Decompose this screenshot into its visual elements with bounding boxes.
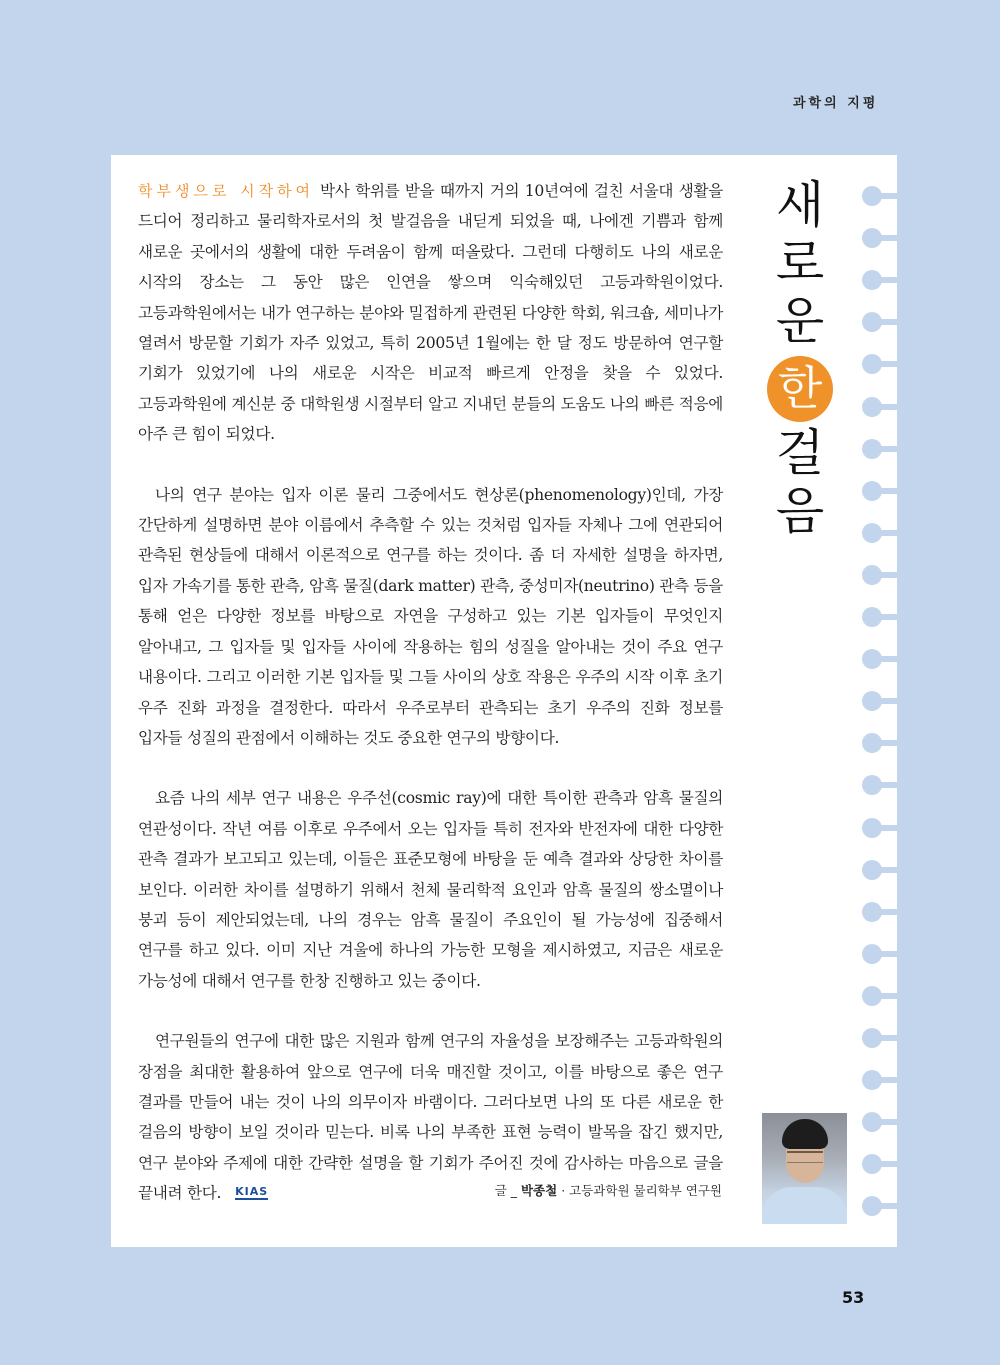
author-affiliation: · 고등과학원 물리학부 연구원 [557, 1183, 722, 1198]
paragraph-2: 나의 연구 분야는 입자 이론 물리 그중에서도 현상론(phenomenology)인데, 가장 간단하게 설명하면 분야 이름에서 추측할 수 있는 것처럼 입자들 자체나 그에 연관되어 관측된 현상들에 대해서 이론적으로 연구를 하는 것이다. 좀 더 자세한 설명을 하자면, 입자 가속기를 통한 관측, 암흑 물질(dark matter) 관측, 중성미자(neutrino) 관측 등을 통해 얻은 다양한 정보를 바탕으로 자연을 구성하고 있는 기본 입자들이 무엇인지 알아내고, 그 입자들 및 입자들 사이에 작용하는 힘의 성질을 알아내는 것이 주요 연구 내용이다. 그리고 이러한 기본 입자들 및 그들 사이의 상호 작용은 우주의 시작 이후 초기 우주 진화 과정을 결정한다. 따라서 우주로부터 관측되는 초기 우주의 진화 정보를 입자들 성질의 관점에서 이해하는 것도 중요한 연구의 방향이다. [138, 485, 723, 747]
paragraph-1 [138, 176, 723, 450]
lead-in: 학부생으로 시작하여 [138, 182, 315, 200]
binder-ring-icon [862, 902, 897, 922]
binder-ring-icon [862, 1196, 897, 1216]
binder-ring-icon [862, 691, 897, 711]
binder-ring-icon [862, 354, 897, 374]
binder-ring-icon [862, 1070, 897, 1090]
binder-ring-icon [862, 1112, 897, 1132]
binder-ring-icon [862, 607, 897, 627]
photo-shirt [762, 1187, 847, 1224]
binder-ring-icon [862, 439, 897, 459]
author-name: 박종철 [520, 1183, 558, 1198]
byline-prefix: 글 _ [494, 1183, 521, 1198]
article-body [138, 176, 723, 1239]
section-label: 과학의 지평 [793, 96, 879, 111]
title-char-2: 로 [775, 234, 825, 292]
binder-ring-icon [862, 733, 897, 753]
kias-logo-icon: KIAS [235, 1185, 269, 1199]
paragraph-4-text: 연구원들의 연구에 대한 많은 지원과 함께 연구의 자율성을 보장해주는 고등과학원의 장점을 최대한 활용하여 앞으로 연구에 더욱 매진할 것이고, 이를 바탕으로 좋은 연구 결과를 만들어 내는 것이 나의 의무이자 바램이다. 그러다보면 나의 또 다른 새로운 한 걸음의 방향이 보일 것이라 믿는다. 비록 나의 부족한 표현 능력이 발목을 잡긴 했지만, 연구 분야와 주제에 대한 간략한 설명을 할 기회가 주어진 것에 감사하는 마음으로 글을 끝내려 한다. [138, 1032, 723, 1203]
paragraph-3: 요즘 나의 세부 연구 내용은 우주선(cosmic ray)에 대한 특이한 관측과 암흑 물질의 연관성이다. 작년 여름 이후로 우주에서 오는 입자들 특히 전자와 반전자에 대한 다양한 관측 결과가 보고되고 있는데, 이들은 표준모형에 바탕을 둔 예측 결과와 상당한 차이를 보인다. 이러한 차이를 설명하기 위해서 천체 물리학적 요인과 암흑 물질의 쌍소멸이나 붕괴 등이 제안되었는데, 나의 경우는 암흑 물질이 주요인이 될 가능성에 집중해서 연구를 하고 있다. 이미 지난 겨울에 하나의 가능한 모형을 제시하였고, 지금은 새로운 가능성에 대해서 연구를 한창 진행하고 있는 중이다. [138, 789, 723, 990]
binder-ring-icon [862, 481, 897, 501]
title-char-3: 운 [775, 292, 825, 350]
binder-ring-icon [862, 860, 897, 880]
binder-ring-icon [862, 270, 897, 290]
byline [495, 1181, 722, 1199]
title-char-6: 음 [775, 482, 825, 540]
binder-ring-icon [862, 649, 897, 669]
binder-ring-icon [862, 186, 897, 206]
binder-ring-icon [862, 986, 897, 1006]
page-number: 53 [842, 1288, 865, 1307]
binder-ring-icon [862, 1154, 897, 1174]
binder-ring-icon [862, 228, 897, 248]
title-char-5: 걸 [775, 424, 825, 482]
binder-ring-icon [862, 397, 897, 417]
binder-ring-icon [862, 565, 897, 585]
title-highlight-char: 한 [767, 356, 833, 422]
author-photo [762, 1113, 847, 1224]
binder-ring-icon [862, 818, 897, 838]
vertical-title [765, 176, 835, 544]
binder-ring-icon [862, 944, 897, 964]
photo-hair [782, 1119, 828, 1149]
binder-ring-icon [862, 312, 897, 332]
paragraph-1-text: 박사 학위를 받을 때까지 거의 10년여에 걸친 서울대 생활을 드디어 정리하고 물리학자로서의 첫 발걸음을 내딛게 되었을 때, 나에겐 기쁨과 함께 새로운 곳에서의 생활에 대한 두려움이 함께 떠올랐다. 그런데 다행히도 나의 새로운 시작의 장소는 그 동안 많은 인연을 쌓으며 익숙해있던 고등과학원이었다. 고등과학원에서는 내가 연구하는 분야와 밀접하게 관련된 다양한 학회, 워크숍, 세미나가 열려서 방문할 기회가 자주 있었고, 특히 2005년 1월에는 한 달 정도 방문하여 연구할 기회가 있었기에 나의 새로운 시작은 비교적 빠르게 안정을 찾을 수 있었다. 고등과학원에 계신분 중 대학원생 시절부터 알고 지내던 분들의 도움도 나의 빠른 적응에 아주 큰 힘이 되었다. [138, 182, 723, 444]
binder-ring-icon [862, 523, 897, 543]
binder-ring-icon [862, 1028, 897, 1048]
binder-ring-icon [862, 775, 897, 795]
title-char-1: 새 [775, 176, 825, 234]
photo-glasses [787, 1151, 823, 1163]
